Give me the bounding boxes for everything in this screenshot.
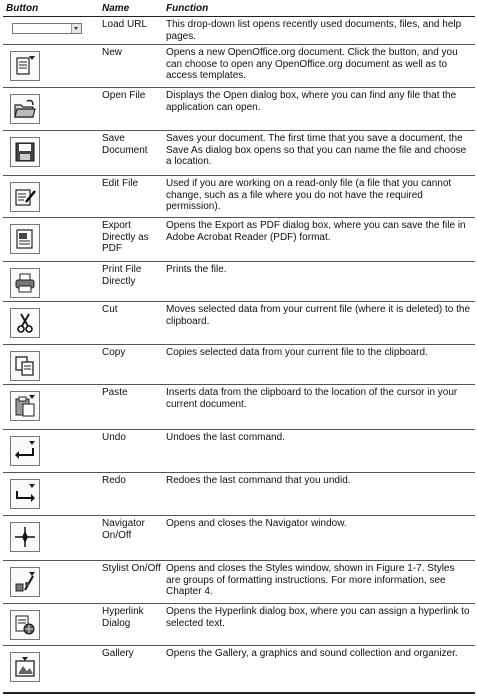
row-name: Load URL: [102, 19, 148, 30]
row-function: Copies selected data from your current file to the clipboard.: [166, 347, 428, 358]
row-function: Opens the Export as PDF dialog box, where you can save the file in Adobe Acrobat Reader (PDF) format.: [166, 220, 466, 243]
row-name: Cut: [102, 304, 118, 315]
row-name: Copy: [102, 347, 126, 358]
row-name: Redo: [102, 475, 126, 486]
undo-arrow-icon: [10, 436, 40, 466]
row-function: Opens the Gallery, a graphics and sound collection and organizer.: [166, 648, 458, 659]
row-function: Displays the Open dialog box, where you can find any file that the application can open.: [166, 90, 457, 113]
table-header: [0, 3, 477, 16]
row-function: Inserts data from the clipboard to the location of the cursor in your current document.: [166, 387, 458, 410]
open-folder-icon: [10, 94, 40, 124]
row-name: Paste: [102, 387, 128, 398]
table-row: [3, 131, 475, 176]
table-row: [3, 430, 475, 473]
table-row: [3, 646, 475, 694]
row-function: Opens a new OpenOffice.org document. Click the button, and you can choose to open any OpenOffice.org document as well as to access templates.: [166, 47, 458, 81]
table-row: [3, 17, 475, 45]
table-row: [3, 385, 475, 430]
copy-icon: [10, 351, 40, 381]
row-name: Open File: [102, 90, 146, 101]
scissors-icon: [10, 308, 40, 338]
table-row: [3, 176, 475, 218]
redo-arrow-icon: [10, 479, 40, 509]
row-name: Navigator On/Off: [102, 518, 145, 541]
row-name: Edit File: [102, 178, 139, 189]
chevron-down-icon: [71, 24, 81, 33]
paste-icon: [10, 391, 40, 421]
navigator-compass-icon: [10, 522, 40, 552]
row-name: Undo: [102, 432, 126, 443]
row-name: Print File Directly: [102, 264, 142, 287]
edit-file-icon: [10, 182, 40, 212]
table-row: [3, 473, 475, 516]
table-row: [3, 561, 475, 604]
printer-icon: [10, 268, 40, 298]
table-row: [3, 262, 475, 302]
row-function: Used if you are working on a read-only file (a file that you cannot change, such as a file where you do not have the required permission).: [166, 178, 452, 212]
row-function: Opens and closes the Navigator window.: [166, 518, 347, 529]
stylist-icon: [10, 567, 40, 597]
row-function: Redoes the last command that you undid.: [166, 475, 351, 486]
header-name: Name: [102, 3, 130, 14]
row-name: Gallery: [102, 648, 134, 659]
table-row: [3, 345, 475, 385]
table-row: [3, 45, 475, 88]
row-name: Stylist On/Off: [102, 563, 161, 574]
table-row: [3, 218, 475, 262]
row-function: Opens and closes the Styles window, shown in Figure 1-7. Styles are groups of formatting instructions. For more information, see Chapter 4.: [166, 563, 455, 597]
row-function: Undoes the last command.: [166, 432, 285, 443]
floppy-disk-icon: [10, 137, 40, 167]
row-function: This drop-down list opens recently used documents, files, and help pages.: [166, 19, 462, 42]
hyperlink-globe-icon: [10, 610, 40, 640]
table-row: [3, 88, 475, 131]
header-function: Function: [166, 3, 209, 14]
header-button: Button: [6, 3, 39, 14]
pdf-export-icon: [10, 224, 40, 254]
row-function: Moves selected data from your current file (where it is deleted) to the clipboard.: [166, 304, 471, 327]
load-url-dropdown-icon: [12, 23, 82, 34]
row-function: Opens the Hyperlink dialog box, where you can assign a hyperlink to selected text.: [166, 606, 470, 629]
gallery-picture-icon: [10, 652, 40, 682]
new-document-icon: [10, 51, 40, 81]
row-name: Export Directly as PDF: [102, 220, 149, 254]
row-function: Prints the file.: [166, 264, 227, 275]
row-function: Saves your document. The first time that you save a document, the Save As dialog box opens so that you can name the file and choose a location.: [166, 133, 467, 167]
table-row: [3, 604, 475, 646]
row-name: New: [102, 47, 123, 58]
row-name: Save Document: [102, 133, 148, 156]
row-name: Hyperlink Dialog: [102, 606, 144, 629]
table-row: [3, 516, 475, 561]
table-row: [3, 302, 475, 345]
